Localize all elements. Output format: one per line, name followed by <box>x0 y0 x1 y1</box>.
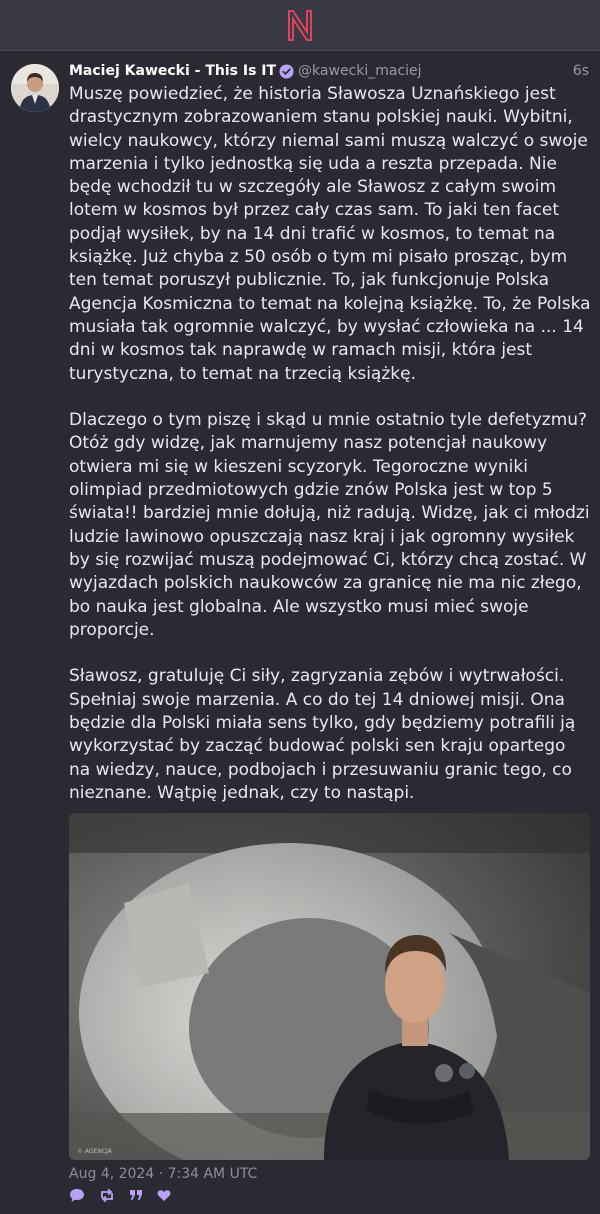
relative-time[interactable]: 6s <box>572 63 589 79</box>
post-paragraph: Muszę powiedzieć, że historia Sławosza Uznańskiego jest drastycznym zobrazowaniem stanu polskiej nauki. Wybitni, wielcy naukowcy, którzy niemal sami muszą walczyć o swoje marzenia i tylko jednostką się uda a reszta przepada. Nie będę wchodził tu w szczegóły ale Sławosz z całym swoim lotem w kosmos był przez cały czas sam. To jaki ten facet podjął wysiłek, by na 14 dni trafić w kosmos, to temat na książkę. Już chyba z 50 osób o tym mi pisało prosząc, bym ten temat poruszył publicznie. To, jak funkcjonuje Polska Agencja Kosmiczna to temat na kolejną książkę. To, że Polska musiała tak ogromnie walczyć, by wysłać człowieka na ... 14 dni w kosmos tak naprawdę w ramach misji, która jest turystyczna, to temat na trzecią książkę. <box>69 84 591 384</box>
verified-badge-icon <box>279 64 294 79</box>
post-image[interactable] <box>69 813 590 1160</box>
like-icon[interactable] <box>157 1189 171 1202</box>
post-paragraph: Sławosz, gratuluję Ci siły, zagryzania zębów i wytrwałości. Spełniaj swoje marzenia. A co do tej 14 dniowej misji. Ona będzie dla Polski miała sens tylko, gdy będziemy potrafili ją wykorzystać by zacząć budować polski sen kraju opartego na wiedzy, nauce, podbojach i przesuwaniu granic tego, co nieznane. Wątpię jednak, czy to nastąpi. <box>69 666 576 803</box>
logo-n-icon[interactable] <box>286 8 314 42</box>
post-actions <box>69 1186 171 1204</box>
post <box>0 50 600 1214</box>
post-content <box>69 83 591 805</box>
author-handle[interactable]: @kawecki_maciej <box>298 63 422 79</box>
quote-icon[interactable] <box>129 1188 143 1202</box>
post-date[interactable]: Aug 4, 2024 · 7:34 AM UTC <box>69 1166 258 1182</box>
author-name[interactable]: Maciej Kawecki - This Is IT <box>69 63 277 79</box>
avatar[interactable] <box>11 64 59 112</box>
top-bar <box>0 0 600 51</box>
repost-icon[interactable] <box>99 1188 115 1203</box>
svg-text:© AGENCJA: © AGENCJA <box>77 1148 112 1155</box>
post-header <box>69 61 589 81</box>
reply-icon[interactable] <box>69 1188 85 1203</box>
post-paragraph: Dlaczego o tym piszę i skąd u mnie ostatnio tyle defetyzmu? Otóż gdy widzę, jak marnujemy nasz potencjał naukowy otwiera mi się w kieszeni scyzoryk. Tegoroczne wyniki olimpiad przedmiotowych gdzie znów Polska jest w top 5 świata!! bardziej mnie dołują, niż radują. Widzę, jak ci młodzi ludzie lawinowo opuszczają nasz kraj i jak ogromny wysiłek by się rozwijać muszą podejmować Ci, którzy chcą zostać. W wyjazdach polskich naukowców za granicę nie ma nic złego, bo nauka jest globalna. Ale wszystko musi mieć swoje proporcje. <box>69 410 590 640</box>
